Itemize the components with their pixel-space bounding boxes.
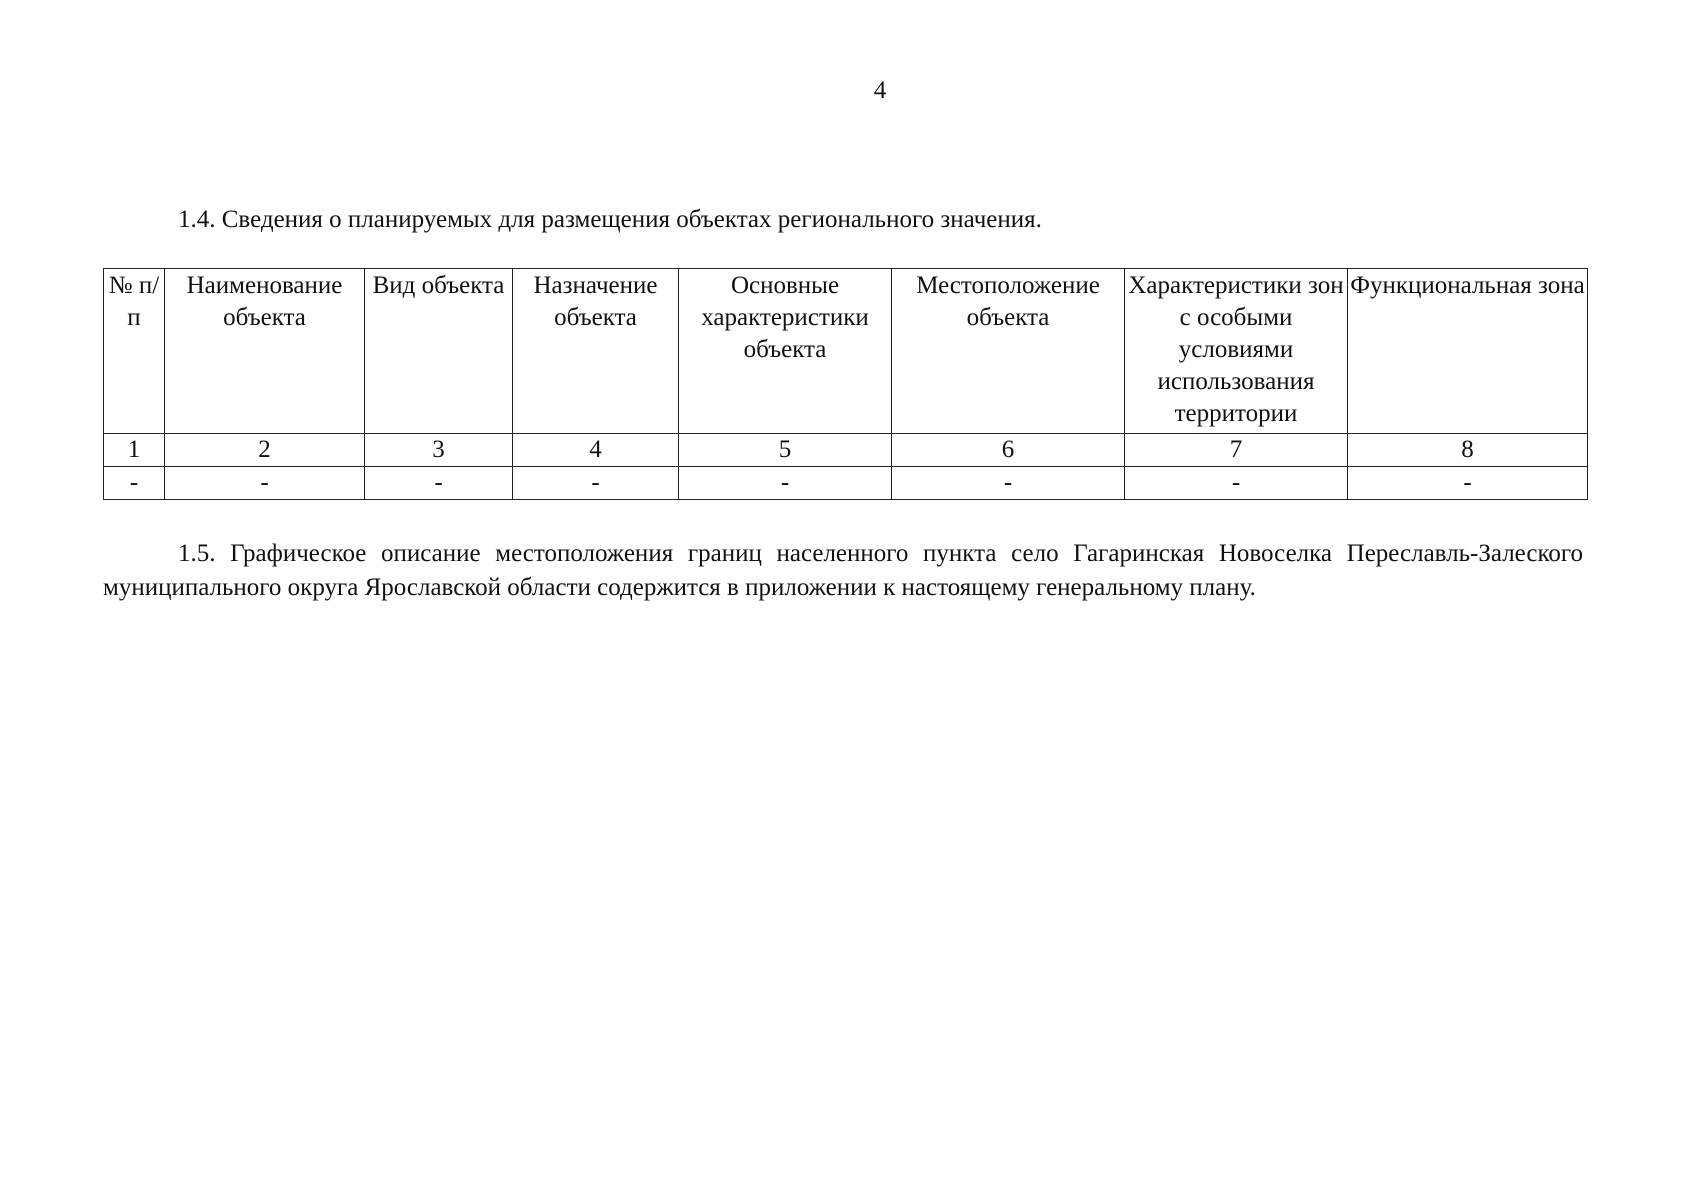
- table-cell: -: [679, 467, 892, 500]
- table-header-cell: Вид объекта: [365, 269, 513, 434]
- table-cell: -: [1348, 467, 1588, 500]
- table-cell: 3: [365, 434, 513, 467]
- table-row: [104, 434, 1588, 467]
- table-cell: 4: [513, 434, 679, 467]
- table-cell: 6: [892, 434, 1125, 467]
- table-row: [104, 467, 1588, 500]
- table-header-cell: Наименование объекта: [165, 269, 365, 434]
- table-cell: 8: [1348, 434, 1588, 467]
- table-cell: 5: [679, 434, 892, 467]
- table-cell: -: [365, 467, 513, 500]
- table-cell: -: [892, 467, 1125, 500]
- table-header-row: [104, 269, 1588, 434]
- table-header-cell: Назначение объекта: [513, 269, 679, 434]
- table-header-cell: № п/п: [104, 269, 165, 434]
- section-heading: 1.4. Сведения о планируемых для размещения объектах регионального значения.: [178, 206, 1042, 233]
- table-cell: 2: [165, 434, 365, 467]
- table-header-cell: Местоположение объекта: [892, 269, 1125, 434]
- table-cell: 7: [1125, 434, 1348, 467]
- page-number: 4: [873, 77, 887, 104]
- objects-table-wrapper: [103, 268, 1587, 500]
- table-header-cell: Основные характеристики объекта: [679, 269, 892, 434]
- table-cell: -: [104, 467, 165, 500]
- section-paragraph: 1.5. Графическое описание местоположения границ населенного пункта село Гагаринская Новоселка Переславль-Залеского муниципального округа Ярославской области содержится в приложении к настоящему генеральному плану.: [103, 540, 1583, 601]
- table-header-cell: Функциональная зона: [1348, 269, 1588, 434]
- table-header-cell: Характеристики зон с особыми условиями использования территории: [1125, 269, 1348, 434]
- table-cell: -: [165, 467, 365, 500]
- table-cell: -: [513, 467, 679, 500]
- objects-table: [103, 268, 1588, 500]
- table-cell: -: [1125, 467, 1348, 500]
- table-cell: 1: [104, 434, 165, 467]
